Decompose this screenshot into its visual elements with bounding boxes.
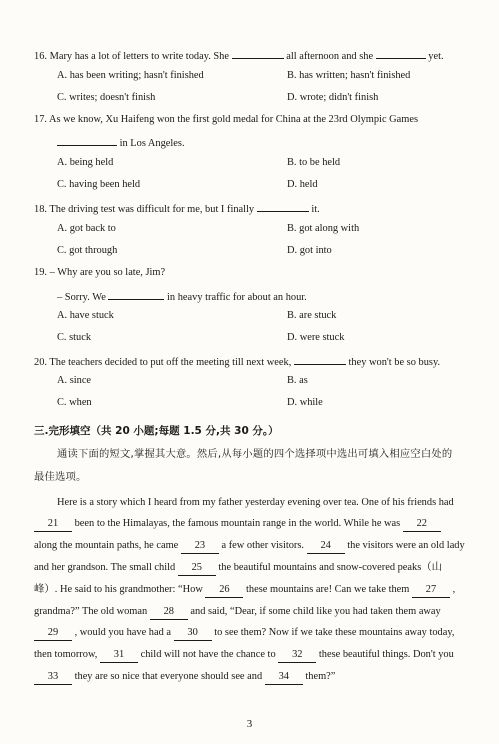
question-text: As we know, Xu Haifeng won the first gold medal for China at the 23rd Olympic Games (49, 114, 419, 125)
question-number: 18. (34, 204, 47, 215)
passage-text: these beautiful things. Don't you (318, 649, 454, 660)
cloze-blank: 21 (34, 517, 72, 532)
option-c[interactable]: C. stuck (57, 332, 92, 343)
option-a[interactable]: A. got back to (57, 223, 116, 234)
question-text: – Sorry. We (57, 292, 106, 303)
cloze-blank: 27 (412, 583, 450, 598)
option-d[interactable]: D. held (287, 179, 318, 190)
cloze-blank: 24 (307, 539, 345, 554)
question-text: in Los Angeles. (119, 138, 185, 149)
option-b[interactable]: B. are stuck (287, 310, 337, 321)
question-text: Mary has a lot of letters to write today. She (49, 51, 229, 62)
passage-text: a few other visitors. (221, 540, 305, 551)
option-a[interactable]: A. being held (57, 157, 114, 168)
page-number: 3 (246, 718, 253, 730)
answer-blank (376, 47, 426, 59)
cloze-blank: 32 (278, 648, 316, 663)
passage-text: they are so nice that everyone should see and (74, 671, 263, 682)
answer-blank (232, 47, 284, 59)
cloze-blank: 22 (403, 517, 441, 532)
passage-text: along the mountain paths, he came (34, 540, 179, 551)
option-c[interactable]: C. writes; doesn't finish (57, 92, 156, 103)
answer-blank (294, 353, 346, 365)
option-b[interactable]: B. to be held (287, 157, 341, 168)
option-a[interactable]: A. since (57, 375, 92, 386)
passage-text: been to the Himalayas, the famous mountain range in the world. While he was (74, 518, 401, 529)
passage-text: , (452, 584, 456, 595)
question-text: The driving test was difficult for me, but I finally (49, 204, 255, 215)
question-number: 19. (34, 267, 47, 278)
passage-text: grandma?” The old woman (34, 606, 148, 617)
section-instruction: 最佳选项。 (34, 471, 87, 483)
answer-blank (108, 288, 164, 300)
section-title: 三.完形填空（共 20 小题;每题 1.5 分,共 30 分。） (34, 425, 279, 437)
passage-text: the visitors were an old lady (347, 540, 465, 551)
question-text: they won't be so busy. (348, 357, 441, 368)
cloze-blank: 31 (100, 648, 138, 663)
cloze-blank: 33 (34, 670, 72, 685)
question-text: The teachers decided to put off the meeting till next week, (49, 357, 292, 368)
passage-text: child will not have the chance to (140, 649, 276, 660)
passage-text: and her grandson. The small child (34, 562, 176, 573)
section-instruction: 通读下面的短文,掌握其大意。然后,从每小题的四个选择项中选出可填入相应空白处的 (57, 448, 453, 460)
passage-text: these mountains are! Can we take them (246, 584, 410, 595)
answer-blank (257, 200, 309, 212)
passage-text: them?” (305, 671, 336, 682)
option-b[interactable]: B. has written; hasn't finished (287, 70, 411, 81)
cloze-blank: 25 (178, 561, 216, 576)
passage-line: Here is a story which I heard from my father yesterday evening over tea. One of his friends had (57, 497, 454, 508)
question-text: in heavy traffic for about an hour. (167, 292, 307, 303)
passage-text: to see them? Now if we take these mountains away today, (214, 627, 455, 638)
option-d[interactable]: D. were stuck (287, 332, 345, 343)
cloze-blank: 23 (181, 539, 219, 554)
cloze-blank: 28 (150, 605, 188, 620)
question-text: it. (311, 204, 320, 215)
question-text: – Why are you so late, Jim? (49, 267, 166, 278)
option-b[interactable]: B. got along with (287, 223, 360, 234)
option-d[interactable]: D. wrote; didn't finish (287, 92, 379, 103)
answer-blank (57, 134, 117, 146)
cloze-blank: 30 (174, 626, 212, 641)
option-b[interactable]: B. as (287, 375, 308, 386)
passage-text: the beautiful mountains and snow-covered peaks（山 (218, 562, 443, 573)
option-c[interactable]: C. having been held (57, 179, 141, 190)
option-d[interactable]: D. while (287, 397, 323, 408)
passage-text: then tomorrow, (34, 649, 98, 660)
cloze-blank: 34 (265, 670, 303, 685)
option-c[interactable]: C. when (57, 397, 92, 408)
cloze-blank: 26 (205, 583, 243, 598)
passage-text: , would you have had a (74, 627, 171, 638)
passage-text: and said, “Dear, if some child like you had taken them away (190, 606, 441, 617)
option-d[interactable]: D. got into (287, 245, 332, 256)
question-text: all afternoon and she (286, 51, 374, 62)
question-text: yet. (428, 51, 444, 62)
option-a[interactable]: A. has been writing; hasn't finished (57, 70, 204, 81)
question-number: 16. (34, 51, 47, 62)
cloze-blank: 29 (34, 626, 72, 641)
option-a[interactable]: A. have stuck (57, 310, 114, 321)
question-number: 17. (34, 114, 47, 125)
option-c[interactable]: C. got through (57, 245, 118, 256)
question-number: 20. (34, 357, 47, 368)
passage-text: 峰）. He said to his grandmother: “How (34, 584, 203, 595)
